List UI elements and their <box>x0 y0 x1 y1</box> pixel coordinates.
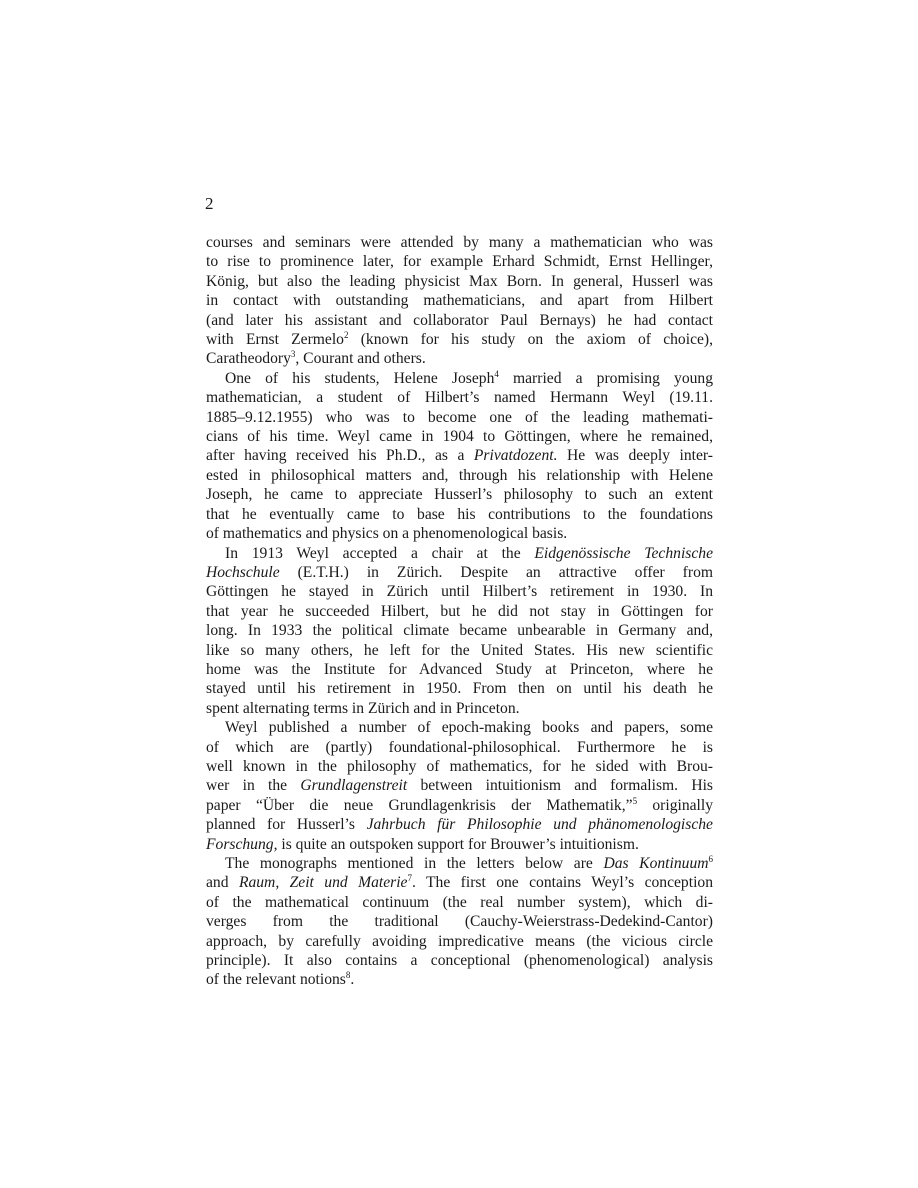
body-text <box>206 233 713 990</box>
text-run: . The first one contains Weyl’s conception <box>411 874 713 892</box>
text-line <box>206 970 713 989</box>
text-run: stayed until his retirement in 1950. From then on until his death he <box>206 680 713 698</box>
footnote-marker: 3 <box>290 349 296 360</box>
italic-run: Raum, Zeit und Materie <box>238 874 408 892</box>
text-line <box>206 873 713 892</box>
text-line <box>206 893 713 912</box>
text-run: of which are (partly) foundational-philosophical. Furthermore he is <box>206 738 713 756</box>
text-run: is quite an outspoken support for Brouwer’s intuitionism. <box>277 835 639 853</box>
text-run: mathematician, a student of Hilbert’s named Hermann Weyl (19.11. <box>206 389 713 407</box>
text-line <box>206 349 713 368</box>
footnote-marker: 6 <box>708 854 713 864</box>
italic-run: Jahrbuch für Philosophie und phänomenologische <box>366 816 713 834</box>
text-run: home was the Institute for Advanced Study at Princeton, where he <box>206 660 713 678</box>
text-line <box>206 272 713 291</box>
text-line <box>206 757 713 776</box>
text-run: married a promising young <box>498 369 714 387</box>
text-run: of the mathematical continuum (the real number system), which di- <box>206 893 713 911</box>
text-line <box>206 815 713 834</box>
text-run: Weyl published a number of epoch-making books and papers, some <box>225 719 713 737</box>
text-run: cians of his time. Weyl came in 1904 to Göttingen, where he remained, <box>206 428 713 446</box>
italic-run: Eidgenössische Technische <box>534 544 713 562</box>
italic-run: Privatdozent. <box>473 447 558 465</box>
text-run: that year he succeeded Hilbert, but he did not stay in Göttingen for <box>206 602 713 620</box>
text-line <box>206 446 713 465</box>
text-line <box>206 835 713 854</box>
text-line <box>206 369 713 388</box>
text-run: after having received his Ph.D., as a <box>206 447 474 465</box>
text-run: courses and seminars were attended by many a mathematician who was <box>206 234 713 251</box>
text-line <box>206 233 713 252</box>
text-line <box>206 311 713 330</box>
text-run: between intuitionism and formalism. His <box>407 777 713 795</box>
text-run: Göttingen he stayed in Zürich until Hilbert’s retirement in 1930. In <box>206 583 713 601</box>
text-run: One of his students, Helene Joseph <box>225 369 495 387</box>
text-line <box>206 427 713 446</box>
text-run: In 1913 Weyl accepted a chair at the <box>225 544 535 562</box>
text-line <box>206 621 713 640</box>
text-line <box>206 679 713 698</box>
text-run: and <box>206 874 239 892</box>
text-run: (E.T.H.) in Zürich. Despite an attractive offer from <box>279 563 713 581</box>
text-run: in contact with outstanding mathematicians, and apart from Hilbert <box>206 292 713 310</box>
text-line <box>206 408 713 427</box>
text-run: principle). It also contains a conceptional (phenomenological) analysis <box>206 952 713 970</box>
text-line <box>206 776 713 795</box>
text-run: spent alternating terms in Zürich and in Princeton. <box>206 699 520 717</box>
text-line <box>206 951 713 970</box>
text-run: planned for Husserl’s <box>206 816 367 834</box>
text-line <box>206 932 713 951</box>
text-run: with Ernst Zermelo <box>206 331 344 349</box>
text-line <box>206 660 713 679</box>
text-line <box>206 252 713 271</box>
text-run: He was deeply inter- <box>557 447 713 465</box>
text-run: like so many others, he left for the United States. His new scientific <box>206 641 713 659</box>
text-run: wer in the <box>206 777 301 795</box>
text-run: The monographs mentioned in the letters below are <box>225 855 604 872</box>
text-run: approach, by carefully avoiding impredicative means (the vicious circle <box>206 932 713 950</box>
footnote-marker: 5 <box>632 795 638 806</box>
text-run: Caratheodory <box>206 350 291 368</box>
text-run: (and later his assistant and collaborator Paul Bernays) he had contact <box>206 311 713 329</box>
text-line <box>206 544 713 563</box>
text-line <box>206 602 713 621</box>
text-line <box>206 563 713 582</box>
text-line <box>206 796 713 815</box>
italic-run: Das Kontinuum <box>603 855 709 872</box>
footnote-marker: 7 <box>407 873 412 884</box>
text-run: . <box>350 971 355 989</box>
italic-run: Grundlagenstreit <box>300 777 408 795</box>
text-run: well known in the philosophy of mathematics, for he sided with Brou- <box>206 757 713 775</box>
text-run: paper “Über die neue Grundlagenkrisis der Mathematik,” <box>206 796 633 814</box>
text-line <box>206 466 713 485</box>
text-line <box>206 641 713 660</box>
italic-run: Forschung, <box>206 835 278 853</box>
text-line <box>206 582 713 601</box>
text-run: , Courant and others. <box>295 350 426 368</box>
text-line <box>206 330 713 349</box>
footnote-marker: 8 <box>345 970 351 981</box>
text-line <box>206 291 713 310</box>
text-run: that he eventually came to base his contributions to the foundations <box>206 505 713 523</box>
text-line <box>206 738 713 757</box>
text-line <box>206 505 713 524</box>
text-run: 1885–9.12.1955) who was to become one of the leading mathemati- <box>206 408 713 426</box>
text-run: verges from the traditional (Cauchy-Weierstrass-Dedekind-Cantor) <box>206 913 713 931</box>
text-run: König, but also the leading physicist Max Born. In general, Husserl was <box>206 272 713 290</box>
text-run: long. In 1933 the political climate became unbearable in Germany and, <box>206 622 713 640</box>
text-run: ested in philosophical matters and, through his relationship with Helene <box>206 466 713 484</box>
text-run: originally <box>637 796 714 814</box>
footnote-marker: 4 <box>494 368 499 379</box>
text-line <box>206 854 713 873</box>
text-line <box>206 718 713 737</box>
text-line <box>206 524 713 543</box>
text-run: (known for his study on the axiom of choice), <box>348 331 713 349</box>
text-run: of mathematics and physics on a phenomenological basis. <box>206 525 568 543</box>
text-run: of the relevant notions <box>206 971 346 989</box>
text-line <box>206 485 713 504</box>
text-line <box>206 699 713 718</box>
page-number: 2 <box>205 194 214 213</box>
text-run: Joseph, he came to appreciate Husserl’s philosophy to such an extent <box>206 486 713 504</box>
text-line <box>206 912 713 931</box>
text-line <box>206 388 713 407</box>
footnote-marker: 2 <box>343 330 349 341</box>
text-run: to rise to prominence later, for example Erhard Schmidt, Ernst Hellinger, <box>206 253 713 271</box>
italic-run: Hochschule <box>206 563 280 581</box>
